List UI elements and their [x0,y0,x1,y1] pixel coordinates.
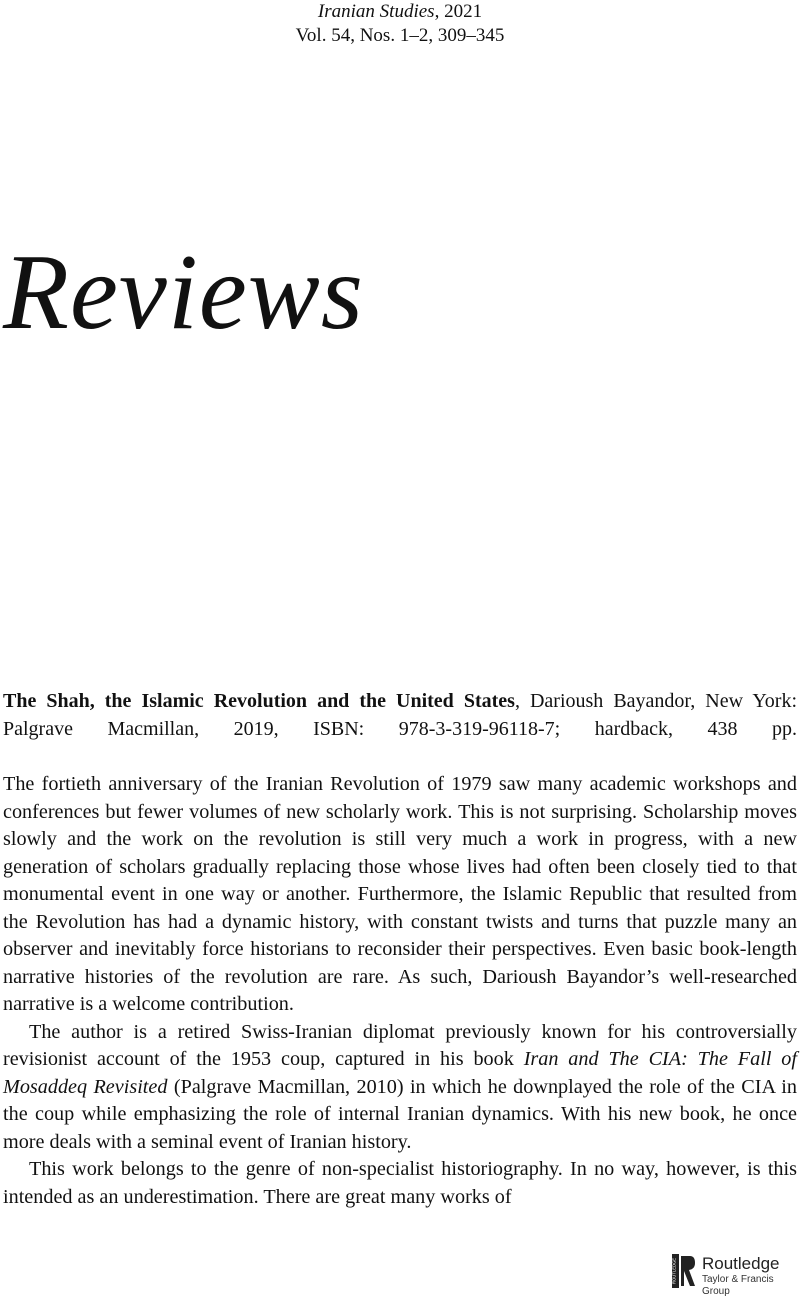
book-citation [3,687,797,743]
book-title: The Shah, the Islamic Revolution and the United States [3,690,515,712]
cited-book-title: Iran and The CIA: The Fall of Mosaddeq Revisited [3,1048,797,1098]
volume-line: Vol. 54, Nos. 1–2, 309–345 [295,25,505,46]
routledge-logo-icon [672,1254,696,1288]
paragraph-1: The fortieth anniversary of the Iranian Revolution of 1979 saw many academic workshops and conferences but fewer volumes of new scholarly work. This is not surprising. Scholarship moves slowly and the work on the revolution is still very much a work in progress, with a new generation of scholars gradually replacing those whose lives had often been closely tied to that monumental event in one way or another. Furthermore, the Islamic Republic that resulted from the Revolution has had a dynamic history, with constant twists and turns that puzzle many an observer and inevitably force historians to reconsider their perspectives. Even basic book-length narrative histories of the revolution are rare. As such, Darioush Bayandor’s well-researched narrative is a welcome contribution. [3,773,797,1015]
journal-year: , 2021 [434,1,483,22]
book-details: , Darioush Bayandor, New York: Palgrave Macmillan, 2019, ISBN: 978-3-319-96118-7; hardback, 438 pp. [3,690,797,740]
running-head [0,0,800,48]
review-body [3,771,797,1211]
publisher-group: Taylor & Francis Group [702,1274,774,1297]
paragraph-2 [3,1019,797,1157]
publisher-name: Routledge [702,1254,780,1273]
paragraph-3: This work belongs to the genre of non-specialist historiography. In no way, however, is this intended as an underestimation. There are great many works of [3,1158,797,1208]
paragraph-2-text-b: (Palgrave Macmillan, 2010) in which he downplayed the role of the CIA in the coup while emphasizing the role of internal Iranian dynamics. With his new book, he once more deals with a seminal event of Iranian history. [3,1075,798,1153]
journal-line [0,0,800,24]
journal-name: Iranian Studies [317,1,435,22]
section-title: Reviews [3,233,364,352]
paragraph-2-text-a: The author is a retired Swiss-Iranian diplomat previously known for his controversially revisionist account of the 1953 coup, captured in his book [3,1020,797,1070]
publisher-side-label: ROUTLEDGE [672,1257,677,1284]
publisher-logo [672,1254,792,1297]
